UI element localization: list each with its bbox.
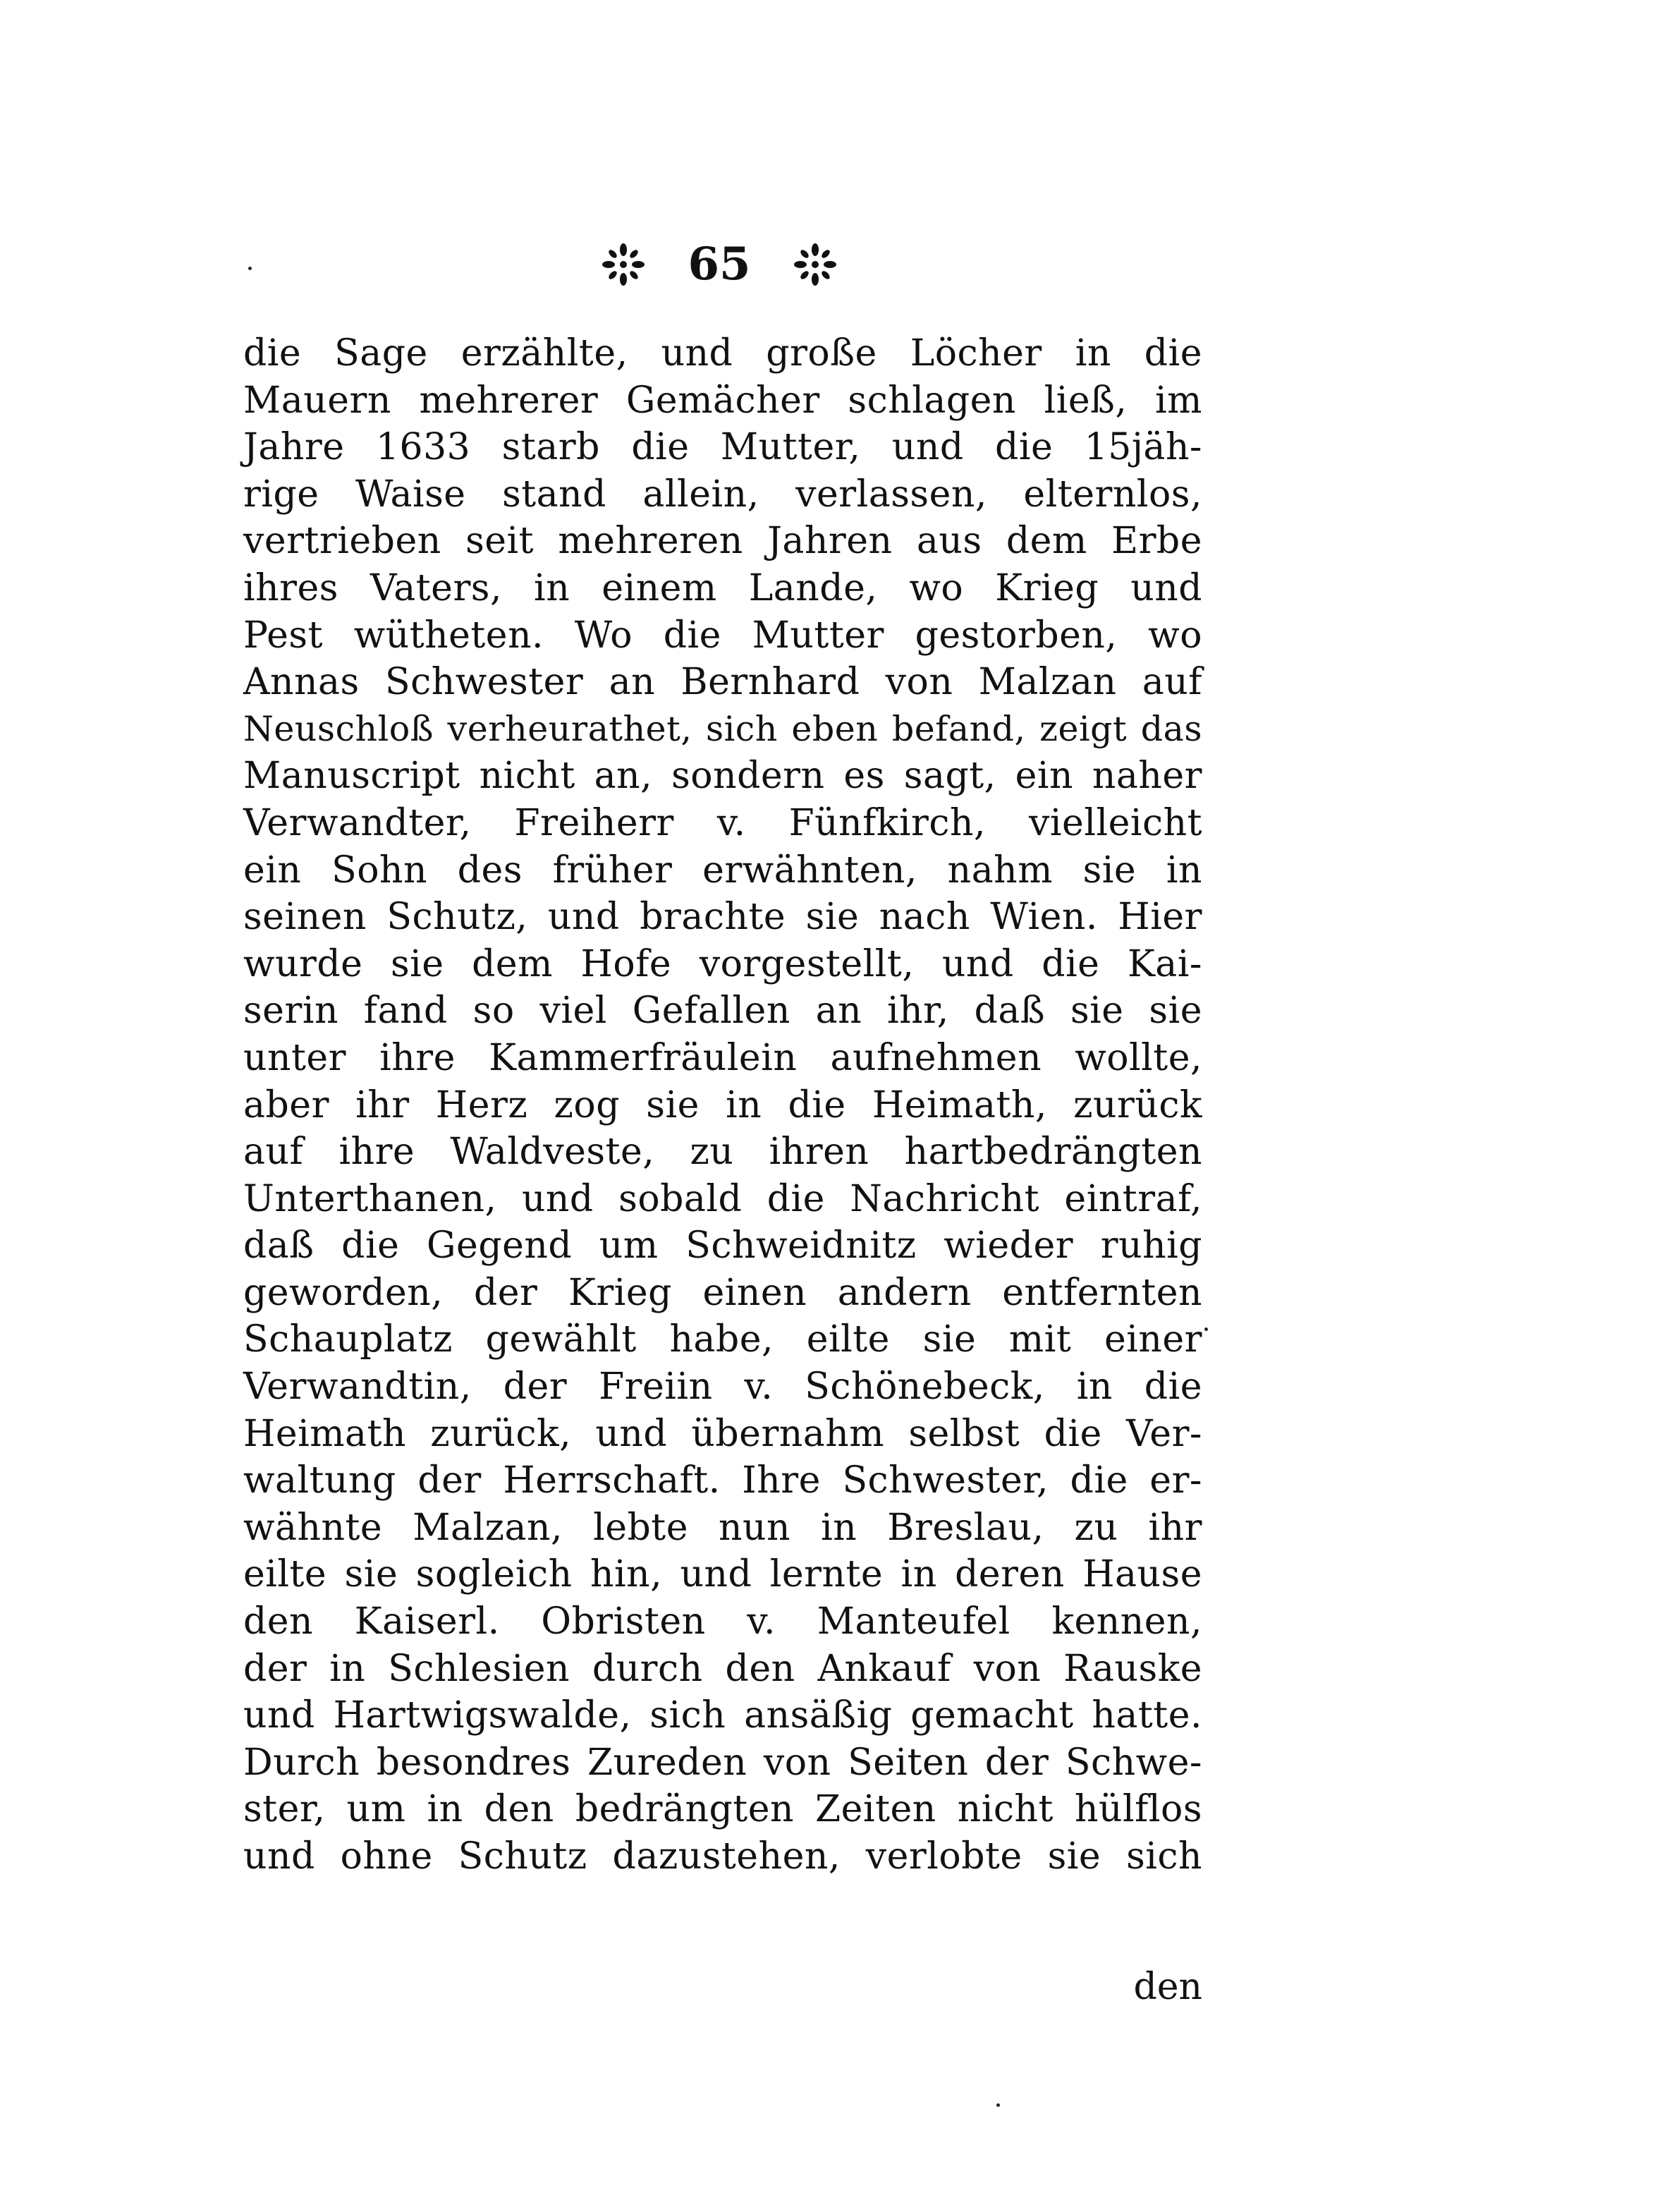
text-line: vertrieben seit mehreren Jahren aus dem Erbe: [243, 520, 1202, 563]
print-speck: [996, 2103, 1000, 2107]
print-speck: [248, 267, 252, 270]
text-line: der in Schlesien durch den Ankauf von Rauske: [243, 1647, 1202, 1690]
text-line: ihres Vaters, in einem Lande, wo Krieg und: [243, 566, 1202, 609]
text-line: Manuscript nicht an, sondern es sagt, ein naher: [243, 755, 1202, 798]
text-line: Verwandter, Freiherr v. Fünfkirch, vielleicht: [243, 801, 1202, 844]
text-line: Pest wütheten. Wo die Mutter gestorben, wo: [243, 614, 1202, 657]
text-line: Durch besondres Zureden von Seiten der Schwe-: [243, 1741, 1202, 1784]
right-ornament-icon: [793, 243, 837, 286]
text-line: wähnte Malzan, lebte nun in Breslau, zu ihr: [243, 1506, 1202, 1549]
text-line: rige Waise stand allein, verlassen, elternlos,: [243, 473, 1202, 516]
left-ornament-icon: [602, 243, 645, 286]
text-line: serin fand so viel Gefallen an ihr, daß sie sie: [243, 990, 1202, 1033]
text-line: ein Sohn des früher erwähnten, nahm sie in: [243, 849, 1202, 892]
text-line: geworden, der Krieg einen andern entfernten: [243, 1271, 1202, 1314]
text-line: aber ihr Herz zog sie in die Heimath, zurück: [243, 1083, 1202, 1126]
text-line: ster, um in den bedrängten Zeiten nicht hülflos: [243, 1788, 1202, 1831]
text-line: unter ihre Kammerfräulein aufnehmen wollte,: [243, 1036, 1202, 1079]
catchword: den: [1133, 1966, 1202, 2008]
text-line: waltung der Herrschaft. Ihre Schwester, die er-: [243, 1459, 1202, 1502]
text-line: Annas Schwester an Bernhard von Malzan auf: [243, 661, 1202, 704]
text-line: Jahre 1633 starb die Mutter, und die 15jäh-: [243, 426, 1202, 469]
text-line: daß die Gegend um Schweidnitz wieder ruhig: [243, 1224, 1202, 1268]
text-line: Schauplatz gewählt habe, eilte sie mit einer: [243, 1318, 1202, 1361]
text-line: Unterthanen, und sobald die Nachricht eintraf,: [243, 1177, 1202, 1220]
text-line: Verwandtin, der Freiin v. Schönebeck, in die: [243, 1366, 1202, 1409]
text-line: seinen Schutz, und brachte sie nach Wien. Hier: [243, 896, 1202, 939]
text-line: wurde sie dem Hofe vorgestellt, und die Kai-: [243, 942, 1202, 985]
print-speck: [1204, 1327, 1208, 1331]
page-header: [578, 233, 860, 296]
text-line: Heimath zurück, und übernahm selbst die Ver-: [243, 1412, 1202, 1455]
page-number: 65: [688, 238, 751, 291]
text-line: die Sage erzählte, und große Löcher in die: [243, 332, 1202, 375]
body-text: [243, 330, 1202, 1880]
text-line: und Hartwigswalde, sich ansäßig gemacht hatte.: [243, 1694, 1202, 1737]
text-line: Neuschloß verheurathet, sich eben befand, zeigt das: [243, 708, 1202, 749]
text-line: und ohne Schutz dazustehen, verlobte sie sich: [243, 1835, 1202, 1878]
text-line: auf ihre Waldveste, zu ihren hartbedrängten: [243, 1131, 1202, 1174]
text-line: den Kaiserl. Obristen v. Manteufel kennen,: [243, 1600, 1202, 1643]
text-line: eilte sie sogleich hin, und lernte in deren Hause: [243, 1553, 1202, 1596]
text-line: Mauern mehrerer Gemächer schlagen ließ, im: [243, 379, 1202, 422]
